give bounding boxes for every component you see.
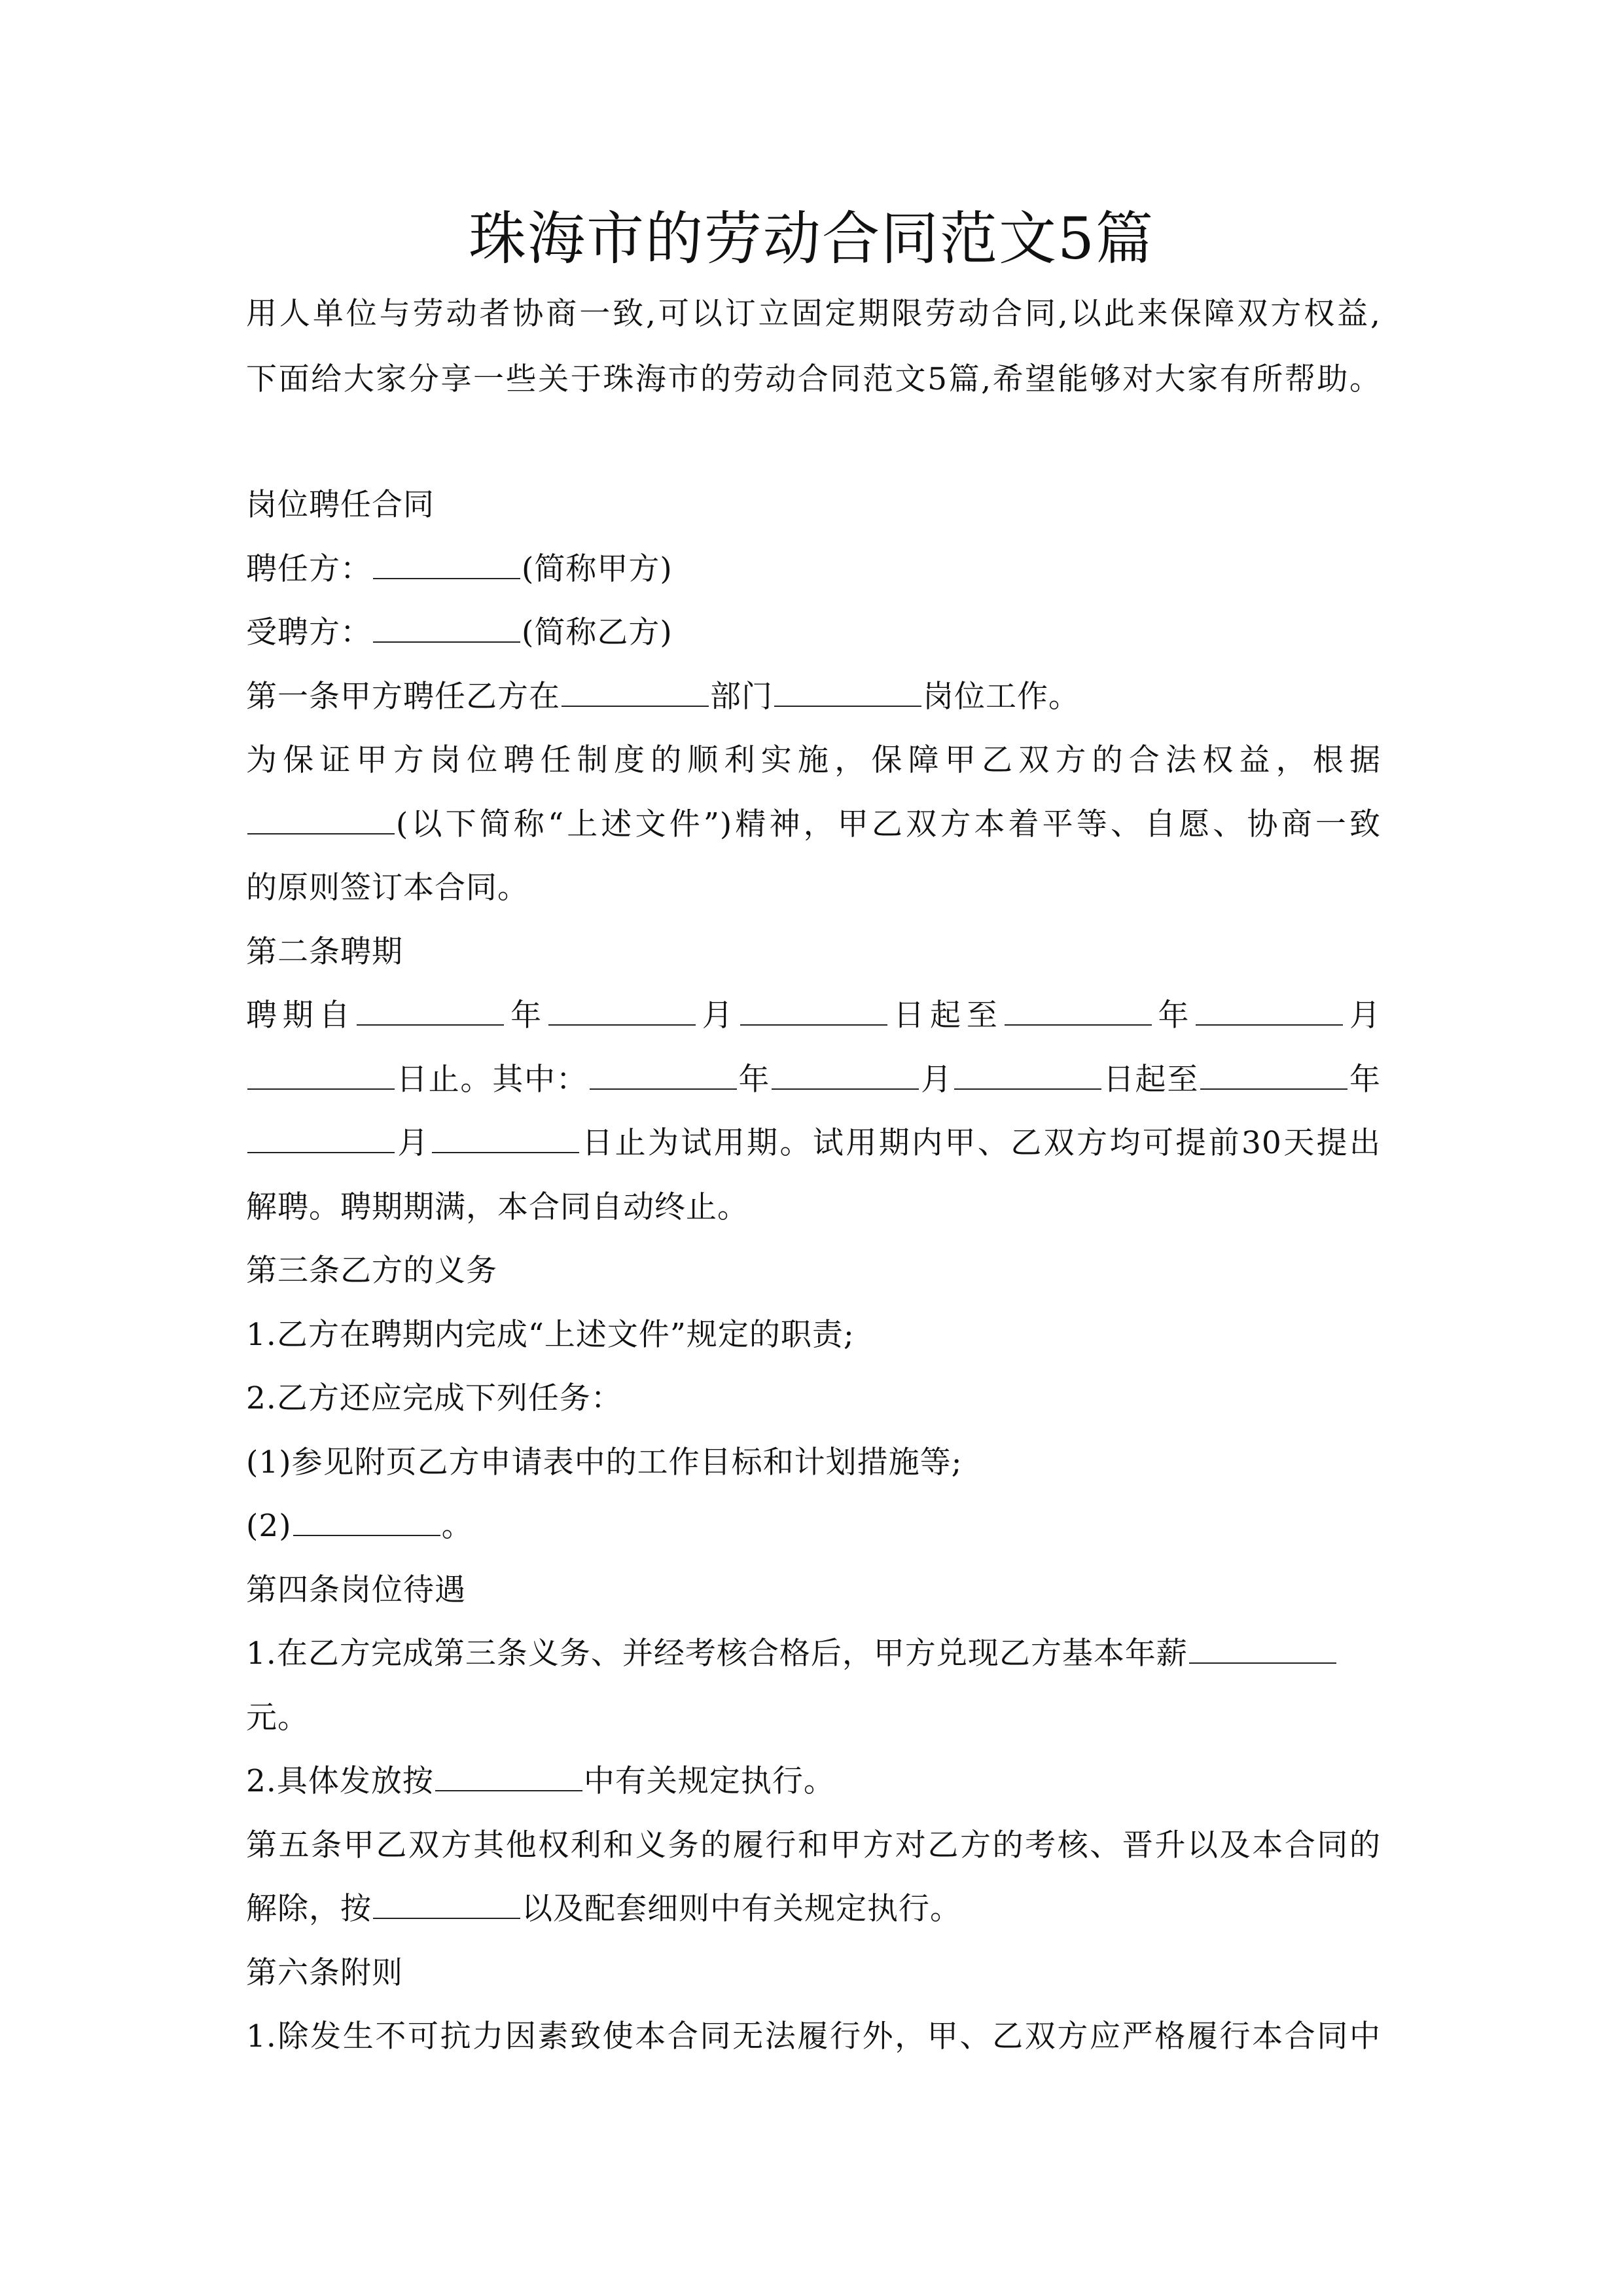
date-blank [954,1066,1101,1090]
task-2-prefix: (2) [246,1508,292,1544]
date-blank [1005,1002,1152,1026]
purpose-line: 为保证甲方岗位聘任制度的顺利实施，保障甲乙双方的合法权益，根据 [246,742,1381,778]
date-blank [1196,1002,1343,1026]
department-label: 部门 [710,678,773,715]
term-line-3 [246,1111,1381,1175]
employee-suffix: (简称乙方) [522,615,673,651]
purpose-line-2 [246,793,1381,857]
department-blank [562,683,709,707]
day-from-label: 日起至 [888,997,1003,1033]
article-3-heading: 第三条乙方的义务 [246,1253,497,1289]
article-6-heading: 第六条附则 [246,1954,403,1991]
document-name-blank [247,811,395,834]
article-5-suffix: 以及配套细则中有关规定执行。 [522,1891,961,1927]
term-start-label: 聘期自 [246,997,356,1033]
date-blank [432,1130,579,1153]
year-label: 年 [738,1061,771,1098]
year-label: 年 [505,997,547,1033]
article-4-heading: 第四条岗位待遇 [246,1571,466,1608]
term-line-4: 解聘。聘期期满，本合同自动终止。 [246,1189,749,1225]
employee-line [246,601,1381,665]
duty-item: 2.乙方还应完成下列任务： [246,1380,622,1416]
term-line-1 [246,984,1381,1048]
pay-item [246,1749,1381,1814]
contract-heading: 岗位聘任合同 [246,487,435,523]
task-2-suffix: 。 [441,1508,473,1544]
purpose-line-2-text: (以下简称“上述文件”)精神，甲乙双方本着平等、自愿、协商一致 [396,806,1381,842]
date-blank [548,1002,696,1026]
article-1-text: 第一条甲方聘任乙方在 [246,678,560,715]
employee-label: 受聘方： [246,615,372,651]
employer-line [246,537,1381,601]
article-5-prefix: 解除，按 [246,1891,372,1927]
month-label: 月 [696,997,739,1033]
intro-line: 下面给大家分享一些关于珠海市的劳动合同范文5篇,希望能够对大家有所帮助。 [246,361,1381,397]
pay-item [246,1622,1381,1686]
date-blank [357,1002,504,1026]
day-from-label: 日起至 [1102,1061,1200,1098]
pay-2-prefix: 2.具体发放按 [246,1763,434,1799]
duty-item: 1.乙方在聘期内完成“上述文件”规定的职责; [246,1316,855,1353]
date-blank [247,1066,395,1090]
pay-2-suffix: 中有关规定执行。 [583,1763,835,1799]
year-label: 年 [1152,997,1195,1033]
pay-rule-blank [435,1768,582,1791]
salary-blank [1189,1640,1336,1664]
date-blank [772,1066,919,1090]
position-label: 岗位工作。 [923,678,1080,715]
year-label: 年 [1349,1061,1381,1098]
article-5-line-2 [246,1877,1381,1941]
contract-body [246,473,1381,2069]
employer-label: 聘任方： [246,550,372,587]
task-item [246,1494,1381,1558]
month-label: 月 [396,1125,431,1161]
pay-1-text: 1.在乙方完成第三条义务、并经考核合格后，甲方兑现乙方基本年薪 [246,1636,1188,1672]
month-label: 月 [1344,997,1381,1033]
employee-blank [373,619,520,643]
article-6-line: 1.除发生不可抗力因素致使本合同无法履行外，甲、乙双方应严格履行本合同中 [246,2018,1381,2054]
employer-suffix: (简称甲方) [522,550,673,587]
article-1-line [246,665,1381,729]
purpose-line-3: 的原则签订本合同。 [246,870,529,906]
trial-period-text: 日止为试用期。试用期内甲、乙双方均可提前30天提出 [580,1125,1381,1161]
date-blank [590,1066,737,1090]
document-title: 珠海市的劳动合同范文5篇 [469,205,1154,272]
intro-line: 用人单位与劳动者协商一致,可以订立固定期限劳动合同,以此来保障双方权益, [246,296,1381,332]
term-line-2 [246,1048,1381,1112]
pay-unit: 元。 [246,1699,309,1736]
employer-blank [373,556,520,579]
month-label: 月 [920,1061,953,1098]
position-blank [774,683,921,707]
task-item: (1)参见附页乙方申请表中的工作目标和计划措施等; [246,1444,963,1480]
date-blank [740,1002,887,1026]
intro-paragraph [246,281,1381,412]
task-blank [293,1513,440,1536]
date-blank [1200,1066,1347,1090]
day-end-label: 日止。其中： [396,1061,588,1098]
article-5-line: 第五条甲乙双方其他权利和义务的履行和甲方对乙方的考核、晋升以及本合同的 [246,1827,1381,1863]
rule-blank [373,1895,520,1919]
article-2-heading: 第二条聘期 [246,933,403,970]
date-blank [247,1130,395,1153]
